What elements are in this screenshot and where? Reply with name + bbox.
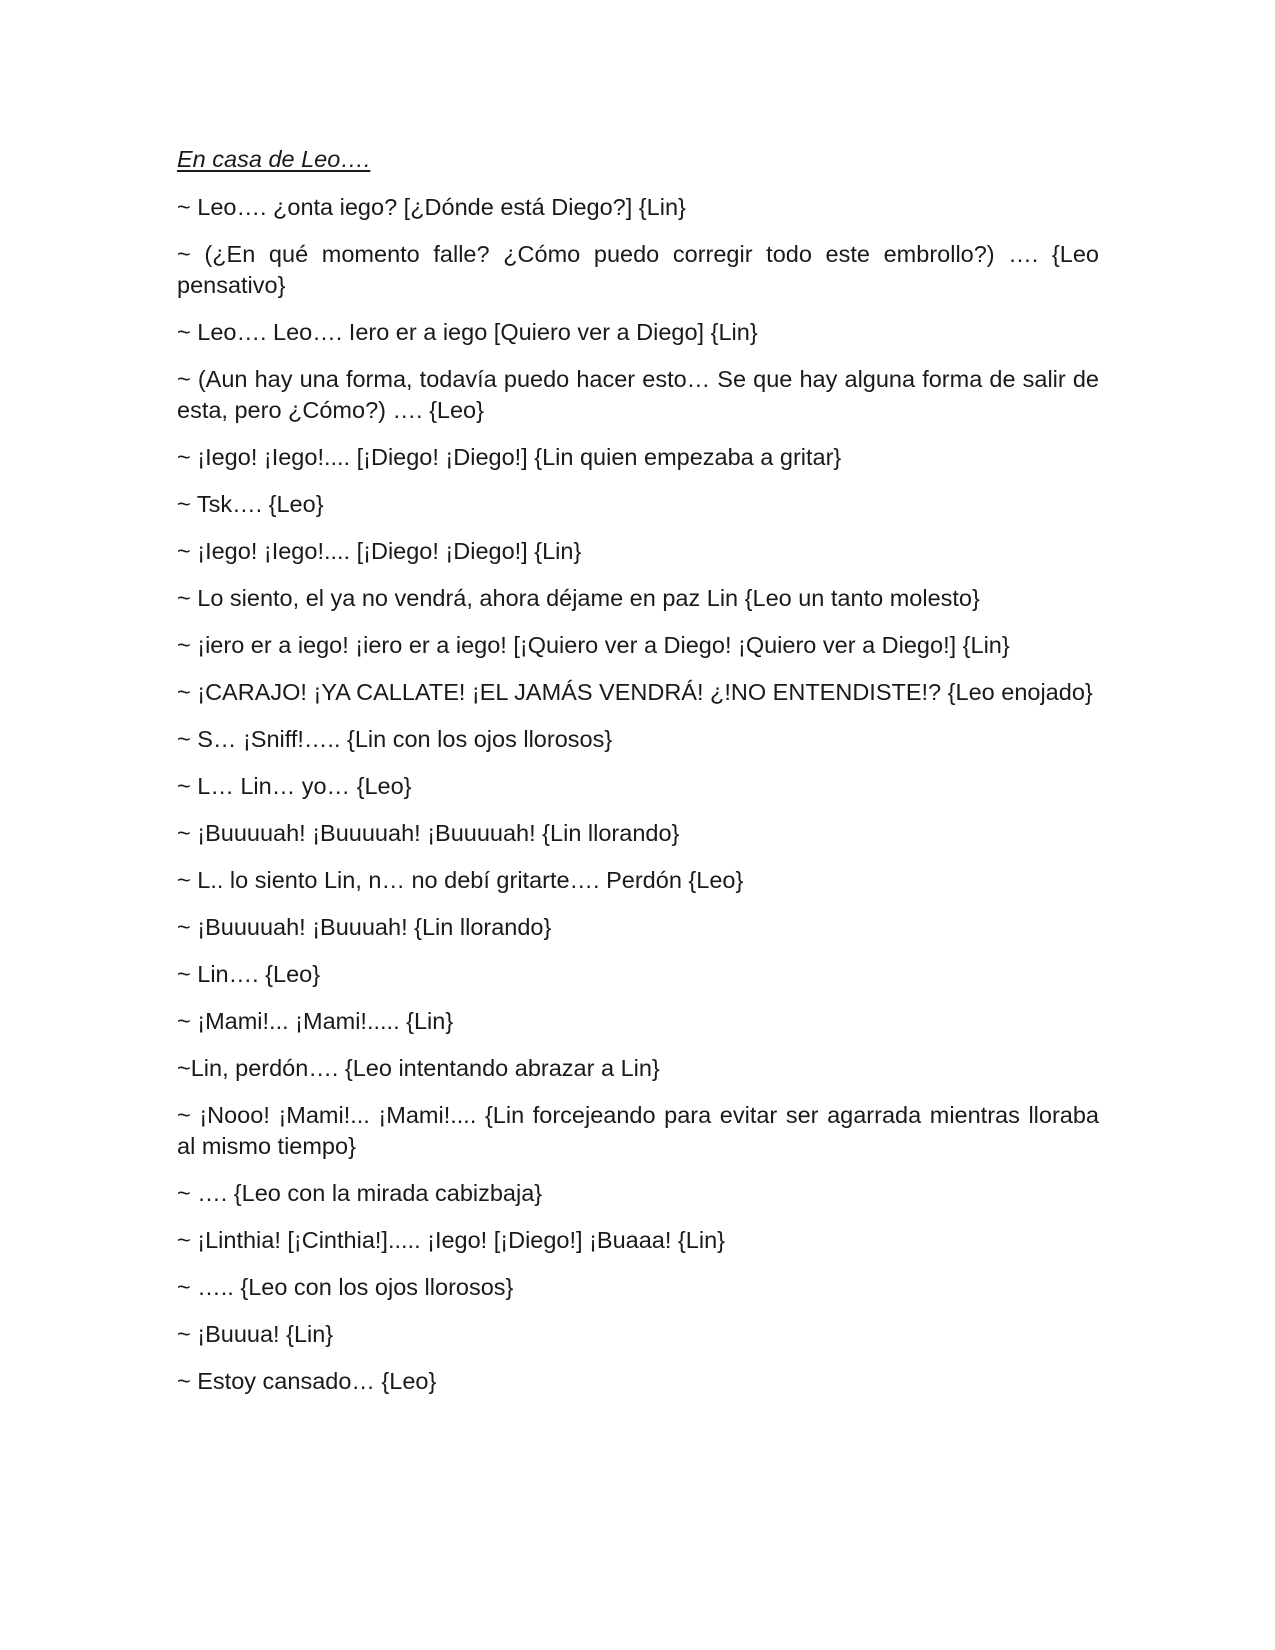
dialogue-line: ~ ….. {Leo con los ojos llorosos} — [177, 1274, 514, 1300]
dialogue-line: ~ ¡Linthia! [¡Cinthia!]..... ¡Iego! [¡Diego!] ¡Buaaa! {Lin} — [177, 1227, 725, 1253]
scene-heading: En casa de Leo…. — [177, 146, 371, 172]
dialogue-line: ~ ¡iero er a iego! ¡iero er a iego! [¡Quiero ver a Diego! ¡Quiero ver a Diego!] {Lin} — [177, 632, 1010, 658]
dialogue-line: ~ ¡Iego! ¡Iego!.... [¡Diego! ¡Diego!] {Lin quien empezaba a gritar} — [177, 444, 842, 470]
dialogue-line: ~ (¿En qué momento falle? ¿Cómo puedo corregir todo este embrollo?) …. {Leo pensativo} — [177, 241, 1099, 298]
dialogue-line: ~ (Aun hay una forma, todavía puedo hacer esto… Se que hay alguna forma de salir de esta, pero ¿Cómo?) …. {Leo} — [177, 366, 1099, 423]
dialogue-line: ~ Lo siento, el ya no vendrá, ahora déjame en paz Lin {Leo un tanto molesto} — [177, 585, 980, 611]
dialogue-line: ~ Leo…. ¿onta iego? [¿Dónde está Diego?] {Lin} — [177, 194, 686, 220]
dialogue-line: ~Lin, perdón…. {Leo intentando abrazar a Lin} — [177, 1055, 660, 1081]
dialogue-line: ~ L… Lin… yo… {Leo} — [177, 773, 412, 799]
dialogue-line: ~ S… ¡Sniff!….. {Lin con los ojos llorosos} — [177, 726, 613, 752]
dialogue-line: ~ ¡Buuua! {Lin} — [177, 1321, 334, 1347]
dialogue-line: ~ ¡Iego! ¡Iego!.... [¡Diego! ¡Diego!] {Lin} — [177, 538, 582, 564]
dialogue-line: ~ ¡Buuuuah! ¡Buuuuah! ¡Buuuuah! {Lin llorando} — [177, 820, 680, 846]
dialogue-line: ~ Estoy cansado… {Leo} — [177, 1368, 437, 1394]
dialogue-line: ~ …. {Leo con la mirada cabizbaja} — [177, 1180, 543, 1206]
dialogue-line: ~ L.. lo siento Lin, n… no debí gritarte…. Perdón {Leo} — [177, 867, 744, 893]
dialogue-line: ~ ¡Nooo! ¡Mami!... ¡Mami!.... {Lin forcejeando para evitar ser agarrada mientras lloraba al mismo tiempo} — [177, 1102, 1099, 1159]
dialogue-line: ~ ¡Buuuuah! ¡Buuuah! {Lin llorando} — [177, 914, 552, 940]
dialogue-line: ~ ¡CARAJO! ¡YA CALLATE! ¡EL JAMÁS VENDRÁ! ¿!NO ENTENDISTE!? {Leo enojado} — [177, 679, 1093, 705]
document-page — [177, 144, 1099, 1397]
dialogue-line: ~ Leo…. Leo…. Iero er a iego [Quiero ver a Diego] {Lin} — [177, 319, 758, 345]
dialogue-line: ~ ¡Mami!... ¡Mami!..... {Lin} — [177, 1008, 454, 1034]
dialogue-line: ~ Lin…. {Leo} — [177, 961, 321, 987]
dialogue-line: ~ Tsk…. {Leo} — [177, 491, 324, 517]
